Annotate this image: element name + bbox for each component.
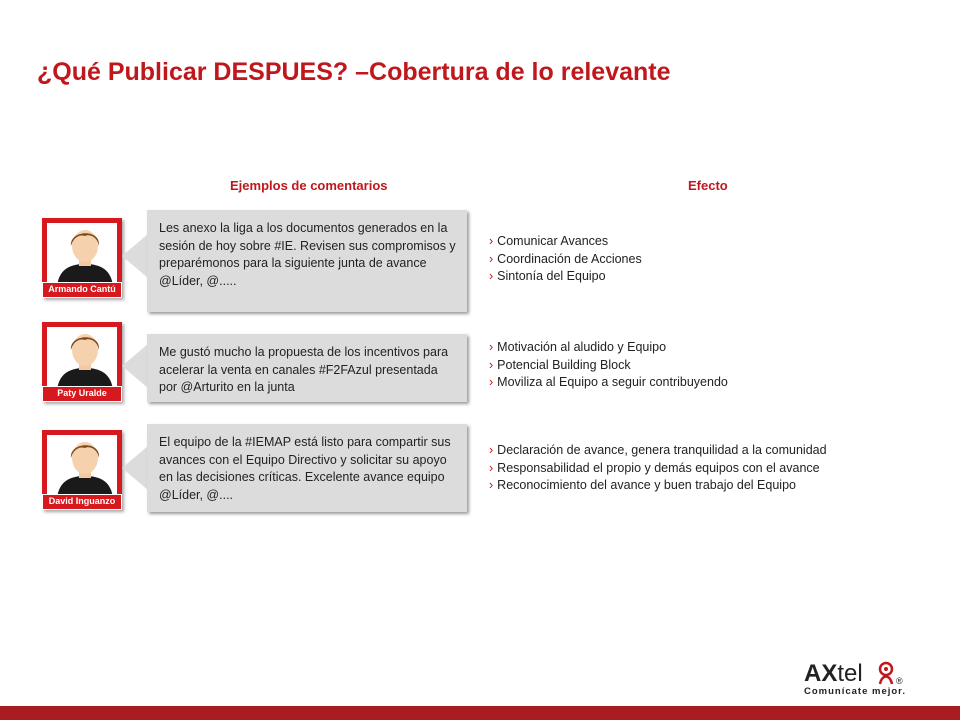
person-icon xyxy=(55,224,115,286)
bullet-chevron-icon: › xyxy=(489,234,494,248)
comment-bubble: El equipo de la #IEMAP está listo para compartir sus avances con el Equipo Directivo y solicitar su apoyo en las decisiones críticas. Excelente avance equipo @Líder, @.... xyxy=(147,424,467,512)
effect-item: › Responsabilidad el propio y demás equipos con el avance xyxy=(489,460,820,475)
bubble-pointer xyxy=(122,234,148,278)
axtel-logo xyxy=(800,660,910,702)
effect-item: › Motivación al aludido y Equipo xyxy=(489,340,667,354)
logo-wordmark: AXtel xyxy=(804,660,863,687)
column-header-effect: Efecto xyxy=(688,178,728,193)
effect-item: › Moviliza al Equipo a seguir contribuyendo xyxy=(489,375,728,389)
bullet-chevron-icon: › xyxy=(489,443,494,457)
effect-list xyxy=(489,233,642,286)
slide-title: ¿Qué Publicar DESPUES? –Cobertura de lo relevante xyxy=(37,58,671,86)
column-header-comments: Ejemplos de comentarios xyxy=(230,178,388,193)
author-name: Paty Uralde xyxy=(42,386,122,402)
comment-bubble: Les anexo la liga a los documentos generados en la sesión de hoy sobre #IE. Revisen sus compromisos y preparémonos para la siguiente junta de avance @Líder, @..... xyxy=(147,210,467,312)
bullet-chevron-icon: › xyxy=(489,460,494,475)
person-icon xyxy=(55,436,115,498)
person-icon xyxy=(55,328,115,390)
author-name: David Inguanzo xyxy=(42,494,122,510)
effect-list xyxy=(489,339,728,392)
comment-bubble: Me gustó mucho la propuesta de los incentivos para acelerar la venta en canales #F2FAzul presentada por @Arturito en la junta xyxy=(147,334,467,402)
avatar-paty xyxy=(42,322,122,402)
bullet-chevron-icon: › xyxy=(489,251,494,266)
avatar-david xyxy=(42,430,122,510)
registered-mark: ® xyxy=(896,676,903,686)
effect-item: › Sintonía del Equipo xyxy=(489,269,606,283)
bullet-chevron-icon: › xyxy=(489,357,494,372)
logo-tagline: Comunícate mejor. xyxy=(804,686,906,697)
bubble-pointer xyxy=(122,446,148,490)
effect-list xyxy=(489,442,827,495)
effect-item: › Declaración de avance, genera tranquilidad a la comunidad xyxy=(489,443,827,457)
effect-item: › Coordinación de Acciones xyxy=(489,251,642,266)
avatar-armando xyxy=(42,218,122,298)
author-name: Armando Cantú xyxy=(42,282,122,298)
bubble-pointer xyxy=(122,344,148,388)
effect-item: › Potencial Building Block xyxy=(489,357,631,372)
bullet-chevron-icon: › xyxy=(489,478,494,492)
bullet-chevron-icon: › xyxy=(489,375,494,389)
logo-mascot-icon xyxy=(876,660,908,686)
effect-item: › Reconocimiento del avance y buen trabajo del Equipo xyxy=(489,478,796,492)
footer-bar xyxy=(0,706,960,720)
bullet-chevron-icon: › xyxy=(489,269,494,283)
bullet-chevron-icon: › xyxy=(489,340,494,354)
effect-item: › Comunicar Avances xyxy=(489,234,609,248)
